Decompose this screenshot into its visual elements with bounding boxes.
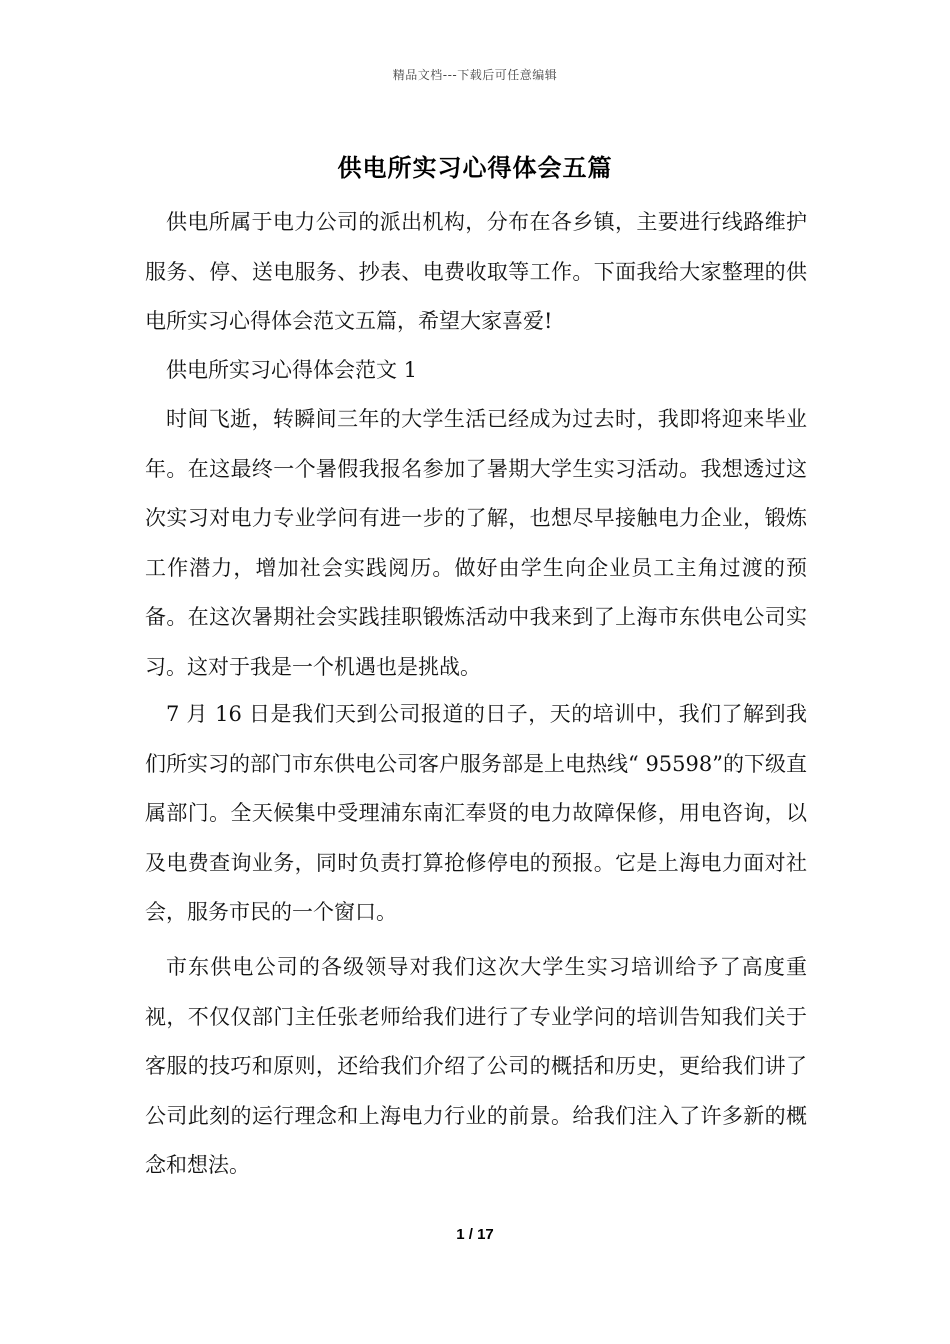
page-header: 精品文档---下载后可任意编辑	[392, 68, 558, 82]
document-title: 供电所实习心得体会五篇	[337, 153, 613, 182]
paragraph-body: 市东供电公司的各级领导对我们这次大学生实习培训给予了高度重视，不仅仅部门主任张老师给我们进行了专业学问的培训告知我们关于客服的技巧和原则，还给我们介绍了公司的概括和历史，更给我们讲了公司此刻的运行理念和上海电力行业的前景。给我们注入了许多新的概念和想法。	[145, 955, 807, 1177]
paragraph-intro: 供电所属于电力公司的派出机构，分布在各乡镇，主要进行线路维护服务、停、送电服务、抄表、电费收取等工作。下面我给大家整理的供电所实习心得体会范文五篇，希望大家喜爱!	[145, 210, 807, 333]
paragraph-body: 7 月 16 日是我们天到公司报道的日子，天的培训中，我们了解到我们所实习的部门市东供电公司客户服务部是上电热线“ 95598”的下级直属部门。全天候集中受理浦东南汇奉贤的电力故障保修，用电咨询，以及电费查询业务，同时负责打算抢修停电的预报。它是上海电力面对社会，服务市民的一个窗口。	[145, 702, 807, 924]
section-heading: 供电所实习心得体会范文 1	[166, 358, 418, 382]
paragraph-body: 时间飞逝，转瞬间三年的大学生活已经成为过去时，我即将迎来毕业年。在这最终一个暑假我报名参加了暑期大学生实习活动。我想透过这次实习对电力专业学问有进一步的了解，也想尽早接触电力企业，锻炼工作潜力，增加社会实践阅历。做好由学生向企业员工主角过渡的预备。在这次暑期社会实践挂职锻炼活动中我来到了上海市东供电公司实习。这对于我是一个机遇也是挑战。	[145, 407, 807, 679]
page-number: 1 / 17	[456, 1226, 494, 1243]
